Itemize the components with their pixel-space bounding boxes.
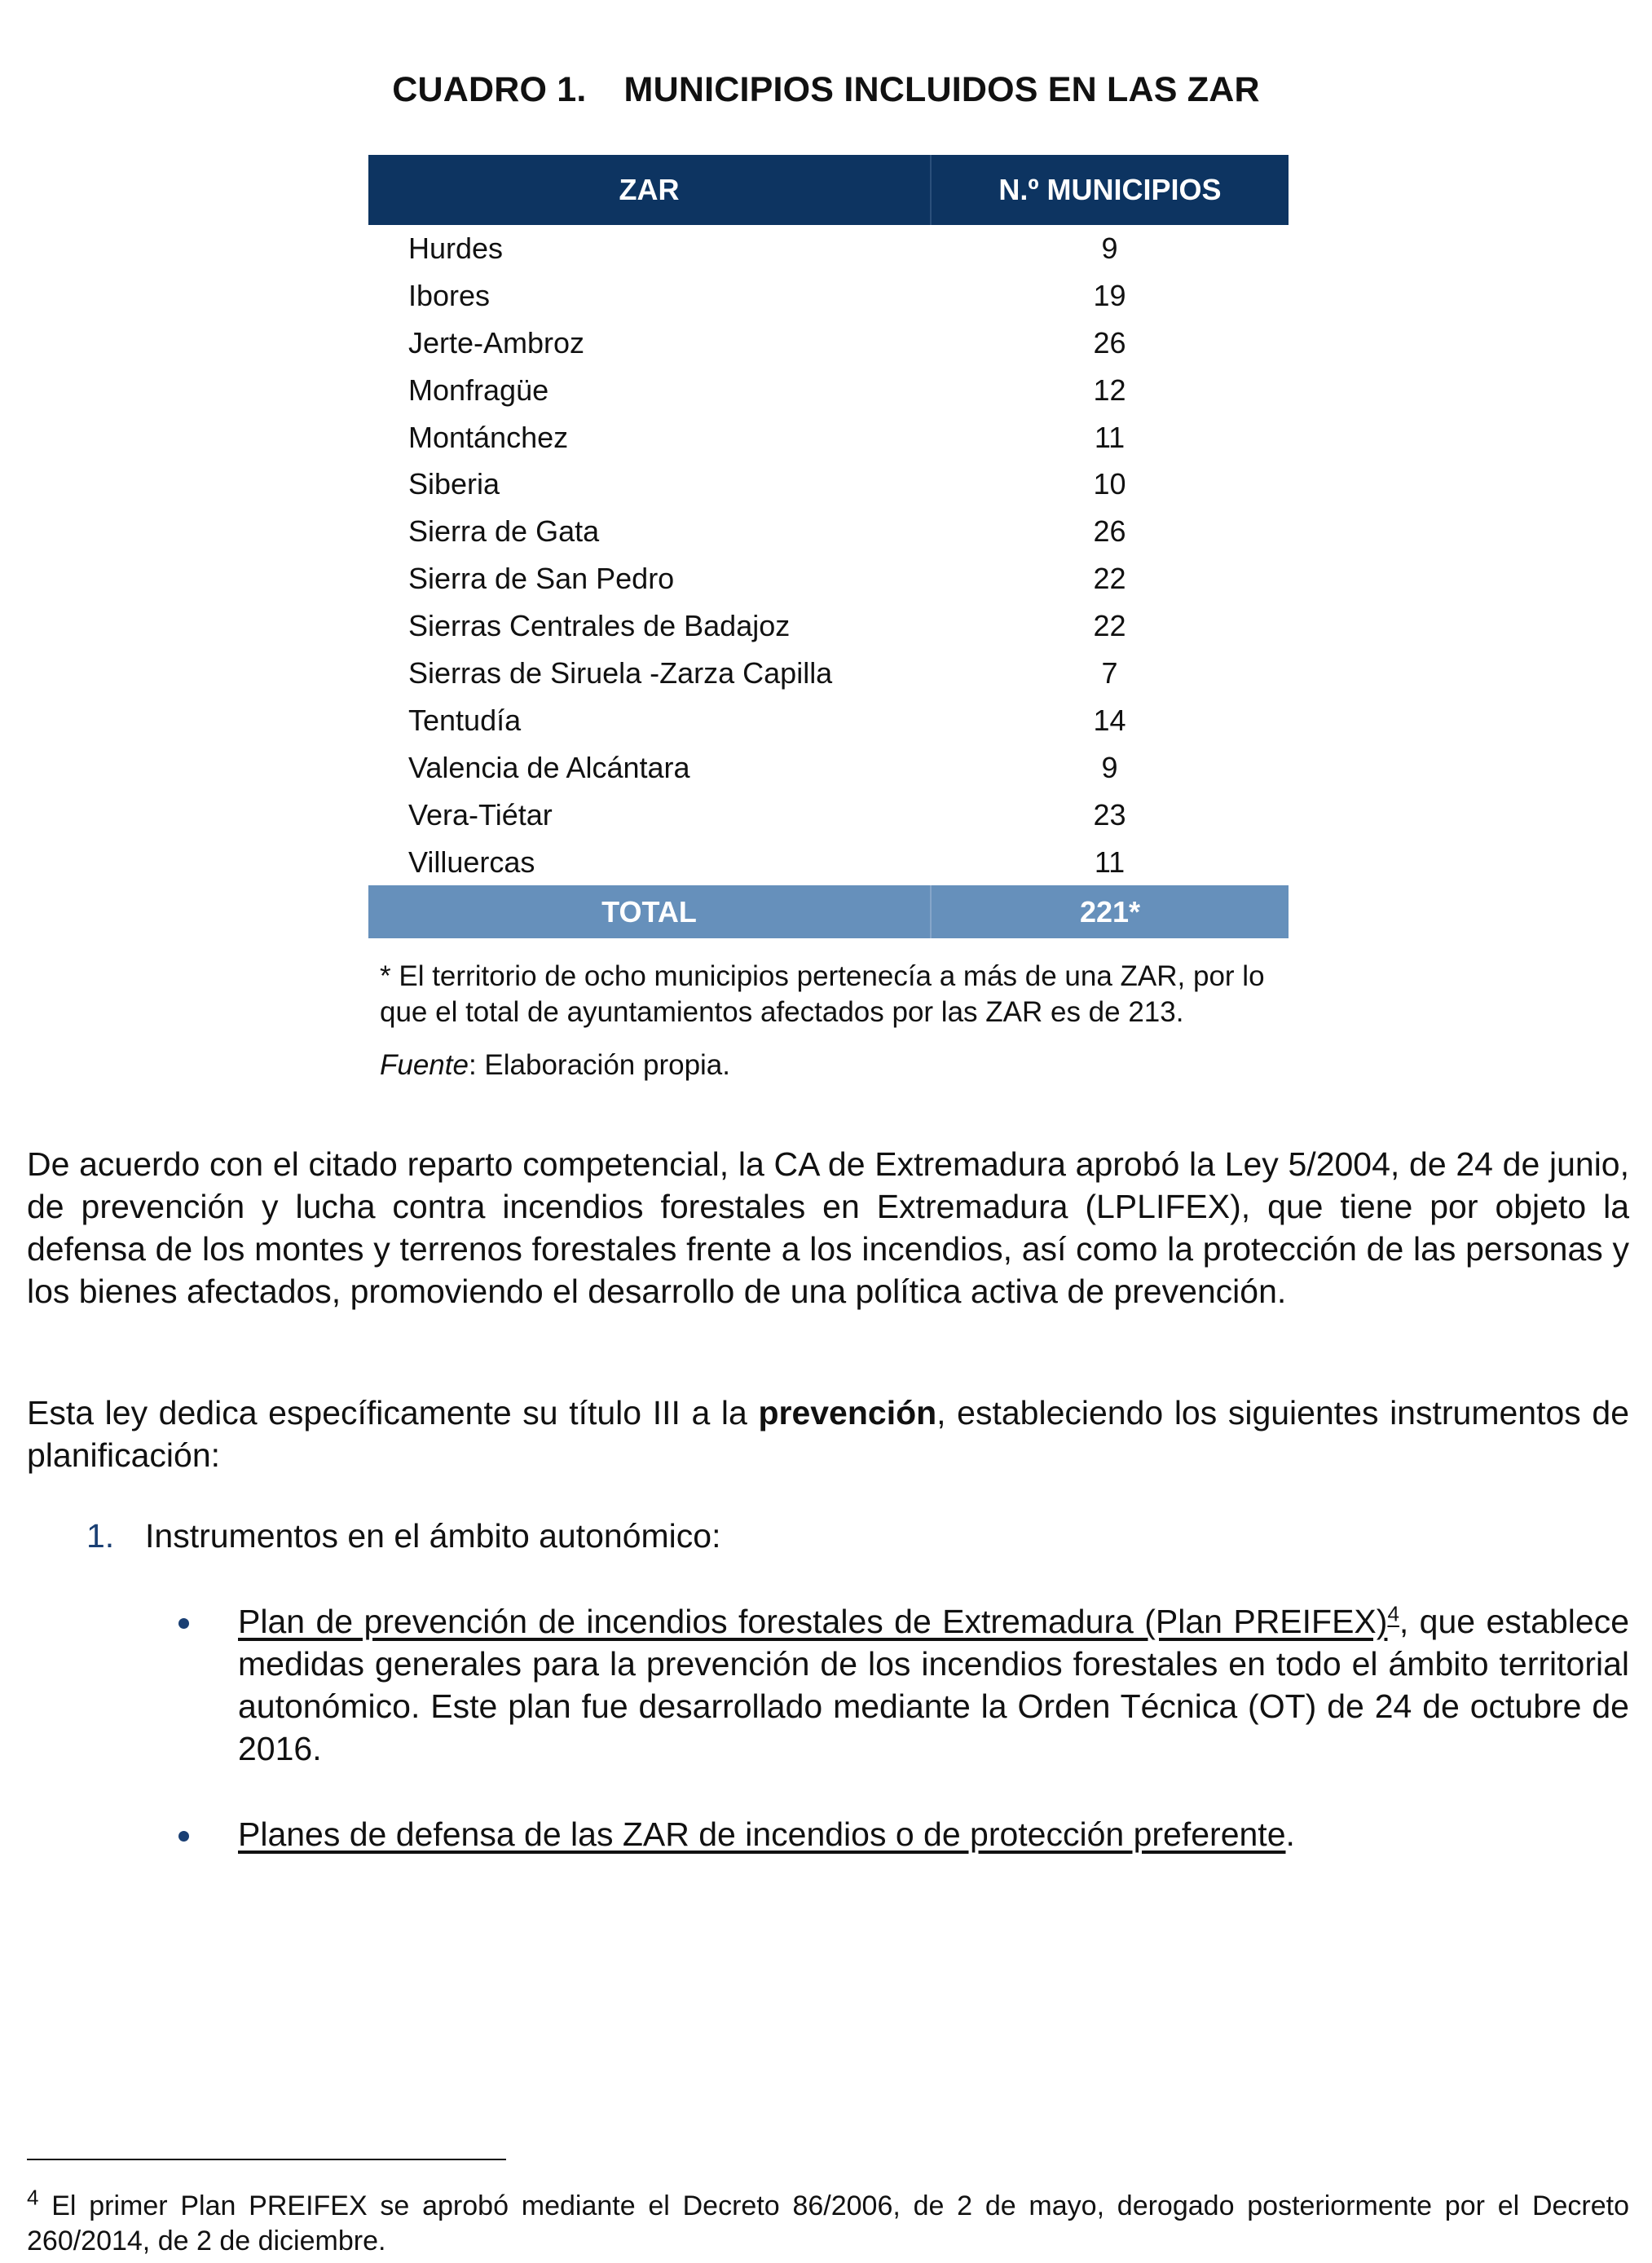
table-row — [368, 272, 1289, 320]
zar-name: Sierra de San Pedro — [408, 562, 675, 596]
footnote-divider — [27, 2159, 506, 2160]
table-caption — [0, 70, 1652, 110]
zar-name: Sierras de Siruela -Zarza Capilla — [408, 655, 833, 690]
zar-name: Montánchez — [408, 420, 569, 454]
numbered-item — [86, 1515, 721, 1557]
zar-name: Ibores — [408, 278, 491, 312]
table-row — [368, 744, 1289, 792]
table-row — [368, 650, 1289, 697]
table-row — [368, 555, 1289, 602]
table-row — [368, 225, 1289, 272]
zar-count: 26 — [1093, 325, 1126, 360]
bullet-icon — [178, 1831, 189, 1842]
table-row — [368, 602, 1289, 650]
zar-name: Jerte-Ambroz — [408, 325, 585, 360]
table-total-row — [368, 885, 1289, 938]
table-row — [368, 839, 1289, 886]
table-note: * El territorio de ocho municipios pertenecía a más de una ZAR, por lo que el total de ayuntamientos afectados por las ZAR es de 213. — [380, 960, 1265, 1028]
paragraph-titulo-iii — [27, 1392, 1629, 1476]
header-zar: ZAR — [368, 155, 931, 225]
table-row — [368, 414, 1289, 461]
table-row — [368, 697, 1289, 744]
zar-name: Valencia de Alcántara — [408, 750, 690, 784]
p2-after: , estableciendo los siguientes instrumentos de planificación: — [27, 1394, 1630, 1474]
zar-count: 12 — [1093, 373, 1126, 407]
bullet2-end: . — [1285, 1815, 1295, 1853]
paragraph-ley: De acuerdo con el citado reparto competencial, la CA de Extremadura aprobó la Ley 5/2004, de 24 de junio, de prevención y lucha contra incendios forestales en Extremadura (LPLIFEX), que tiene por objeto la defensa de los montes y terrenos forestales frente a los incendios, así como la protección de las personas y los bienes afectados, promoviendo el desarrollo de una política activa de prevención. — [27, 1145, 1629, 1310]
bullet-text — [238, 1600, 1629, 1770]
bullet-text — [238, 1813, 1629, 1855]
caption-title: MUNICIPIOS INCLUIDOS EN LAS ZAR — [623, 70, 1260, 109]
zar-plans-link[interactable]: Planes de defensa de las ZAR de incendios o de protección preferente — [238, 1815, 1286, 1853]
zar-count: 26 — [1093, 514, 1126, 549]
zar-count: 22 — [1093, 609, 1126, 643]
zar-count: 11 — [1094, 845, 1126, 879]
zar-count: 14 — [1093, 703, 1126, 737]
zar-count: 9 — [1101, 231, 1118, 265]
zar-name: Sierra de Gata — [408, 514, 600, 549]
bullet-icon — [178, 1618, 189, 1629]
zar-count: 10 — [1093, 467, 1126, 501]
zar-count: 19 — [1093, 278, 1126, 312]
zar-name: Villuercas — [408, 845, 535, 879]
preifex-link[interactable]: Plan de prevención de incendios forestales de Extremadura (Plan PREIFEX) — [238, 1603, 1388, 1640]
table-header-row — [368, 155, 1289, 225]
footnote — [27, 2185, 1629, 2259]
zar-name: Siberia — [408, 467, 500, 501]
zar-name: Monfragüe — [408, 373, 549, 407]
footnote-marker: 4 — [27, 2185, 39, 2210]
p2-before: Esta ley dedica específicamente su título III a la — [27, 1394, 759, 1431]
table-row — [368, 508, 1289, 555]
footnote-text: El primer Plan PREIFEX se aprobó mediante el Decreto 86/2006, de 2 de mayo, derogado posteriormente por el Decreto 260/2014, de 2 de diciembre. — [27, 2190, 1629, 2256]
p2-bold: prevención — [758, 1394, 937, 1431]
zar-name: Tentudía — [408, 703, 522, 737]
list-number: 1. — [86, 1517, 115, 1555]
source-label: Fuente — [380, 1049, 469, 1081]
total-value: 221* — [1079, 894, 1141, 929]
zar-count: 22 — [1093, 562, 1126, 596]
municipios-table — [368, 155, 1289, 938]
zar-name: Vera-Tiétar — [408, 797, 553, 832]
zar-count: 11 — [1094, 420, 1126, 454]
table-row — [368, 792, 1289, 839]
source-text: : Elaboración propia. — [468, 1049, 731, 1081]
zar-count: 7 — [1101, 655, 1118, 690]
zar-count: 23 — [1093, 797, 1126, 832]
zar-name: Sierras Centrales de Badajoz — [408, 609, 791, 643]
footnote-ref[interactable]: 4 — [1387, 1601, 1399, 1626]
bullet1-rest: , que establece medidas generales para la prevención de los incendios forestales en todo el ámbito territorial autonómico. Este plan fue desarrollado mediante la Orden Técnica (OT) de 24 de octubre de 2016. — [238, 1603, 1629, 1767]
table-source — [380, 1048, 1286, 1083]
header-municipios: N.º MUNICIPIOS — [998, 173, 1222, 206]
list-item-text: Instrumentos en el ámbito autonómico: — [145, 1517, 721, 1555]
zar-count: 9 — [1101, 750, 1118, 784]
caption-label: CUADRO 1. — [392, 70, 587, 109]
table-row — [368, 320, 1289, 367]
total-label: TOTAL — [368, 885, 931, 938]
table-row — [368, 461, 1289, 508]
zar-name: Hurdes — [408, 231, 504, 265]
table-row — [368, 367, 1289, 414]
